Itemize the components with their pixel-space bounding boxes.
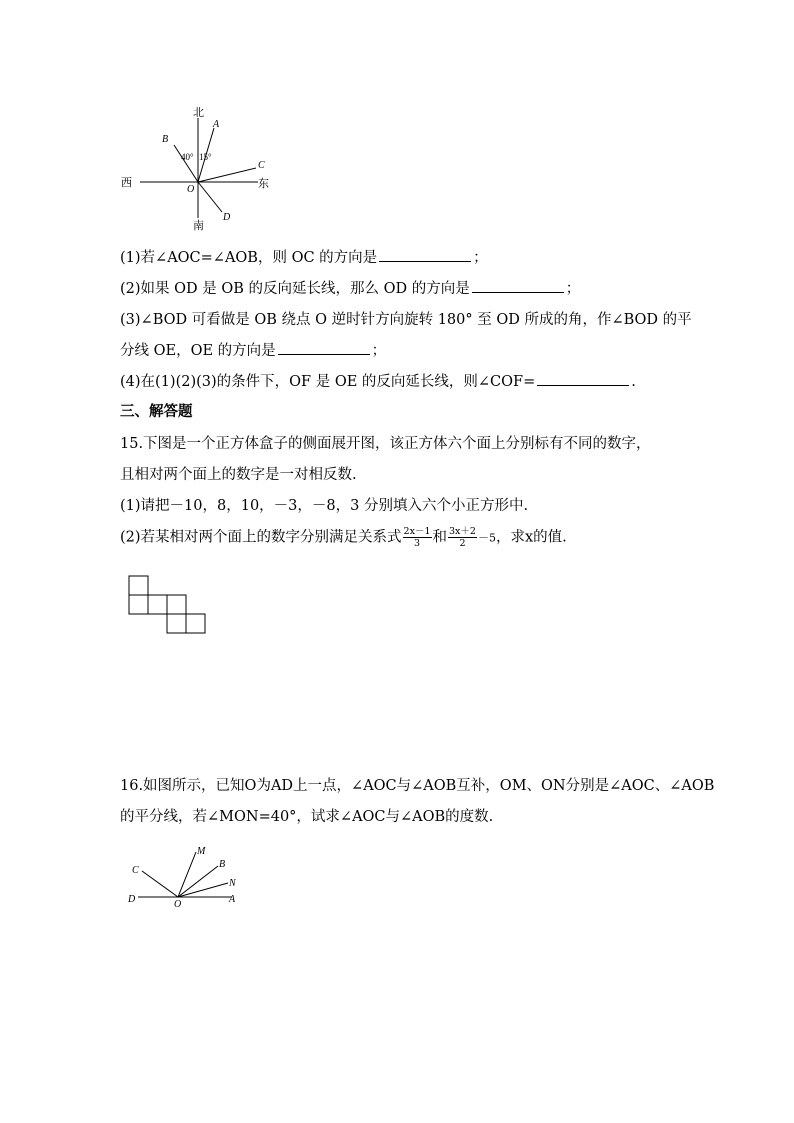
angle-b-label: 40° (181, 152, 194, 162)
label-o: O (174, 899, 182, 910)
q14-part4 (120, 371, 636, 392)
ray-ob (174, 145, 198, 182)
q14-part3-end: ； (371, 343, 387, 359)
answer-blank-1[interactable] (379, 247, 471, 262)
answer-blank-3[interactable] (278, 340, 370, 355)
label-c: C (258, 160, 265, 171)
label-a: A (229, 894, 236, 905)
label-n: N (229, 878, 236, 889)
label-b: B (162, 134, 169, 145)
q16-line1: 16.如图所示，已知O为AD上一点，∠AOC与∠AOB互补，OM、ON分别是∠AOC、∠AOB (120, 778, 715, 794)
label-north: 北 (193, 107, 204, 119)
label-west: 西 (121, 177, 132, 189)
net-square-2[interactable] (129, 595, 148, 614)
label-a: A (213, 119, 220, 130)
label-d: D (223, 212, 231, 223)
q14-part3-text: 分线 OE，OE 的方向是 (120, 343, 276, 359)
fraction-2-numerator: 3x＋2 (449, 526, 476, 537)
ray-on (178, 883, 228, 897)
answer-blank-4[interactable] (537, 371, 629, 386)
q14-part1-end: ； (473, 250, 488, 266)
label-b: B (219, 859, 226, 870)
label-c: C (132, 865, 139, 876)
q14-part3-line2 (120, 340, 386, 361)
label-south: 南 (193, 220, 204, 232)
angle-a-label: 15° (199, 152, 212, 162)
q15-sub2-end: ，求x的值. (495, 529, 567, 546)
q14-part4-end: . (631, 374, 636, 390)
ray-oc (198, 168, 256, 182)
label-d: D (128, 894, 136, 905)
q14-part1 (120, 247, 488, 268)
fraction-2-denominator: 2 (459, 538, 466, 549)
q15-sub1: (1)请把－10，8，10，－3，－8，3 分别填入六个小正方形中. (120, 498, 529, 514)
label-o: O (187, 184, 195, 195)
fraction-2 (448, 526, 477, 549)
answer-blank-2[interactable] (472, 278, 564, 293)
q16-line2: 的平分线，若∠MON=40°，试求∠AOC与∠AOB的度数. (120, 809, 494, 825)
fraction-1 (403, 526, 432, 549)
net-square-1[interactable] (129, 576, 148, 595)
q14-part2 (120, 278, 580, 299)
q14-part3-line1: (3)∠BOD 可看做是 OB 绕点 O 逆时针方向旋转 180° 至 OD 所成的角，作∠BOD 的平 (120, 312, 692, 328)
angle-figure (120, 840, 250, 912)
label-m: M (197, 846, 206, 857)
q15-sub2-minus: －5 (477, 531, 496, 545)
net-square-5[interactable] (167, 614, 186, 633)
q15-sub2-and: 和 (432, 529, 447, 546)
q15-sub2 (120, 526, 567, 549)
q14-part4-text: (4)在(1)(2)(3)的条件下，OF 是 OE 的反向延长线，则∠COF= (120, 374, 536, 390)
compass-figure (115, 100, 280, 235)
q15-sub2-text: (2)若某相对两个面上的数字分别满足关系式 (120, 529, 402, 546)
cube-net-figure (125, 573, 210, 636)
q15-line2: 且相对两个面上的数字是一对相反数. (120, 467, 357, 483)
q15-line1: 15.下图是一个正方体盒子的侧面展开图，该正方体六个面上分别标有不同的数字， (120, 436, 651, 452)
q14-part2-text: (2)如果 OD 是 OB 的反向延长线，那么 OD 的方向是 (120, 281, 470, 297)
label-east: 东 (258, 178, 269, 190)
ray-od (198, 182, 222, 212)
section-heading: 三、解答题 (120, 404, 193, 420)
fraction-1-denominator: 3 (414, 538, 421, 549)
q14-part1-text: (1)若∠AOC=∠AOB，则 OC 的方向是 (120, 250, 378, 266)
q14-part2-end: ； (565, 281, 581, 297)
net-square-6[interactable] (186, 614, 205, 633)
fraction-1-numerator: 2x－1 (403, 526, 431, 537)
net-square-4[interactable] (167, 595, 186, 614)
ray-oc (142, 871, 178, 897)
net-square-3[interactable] (148, 595, 167, 614)
